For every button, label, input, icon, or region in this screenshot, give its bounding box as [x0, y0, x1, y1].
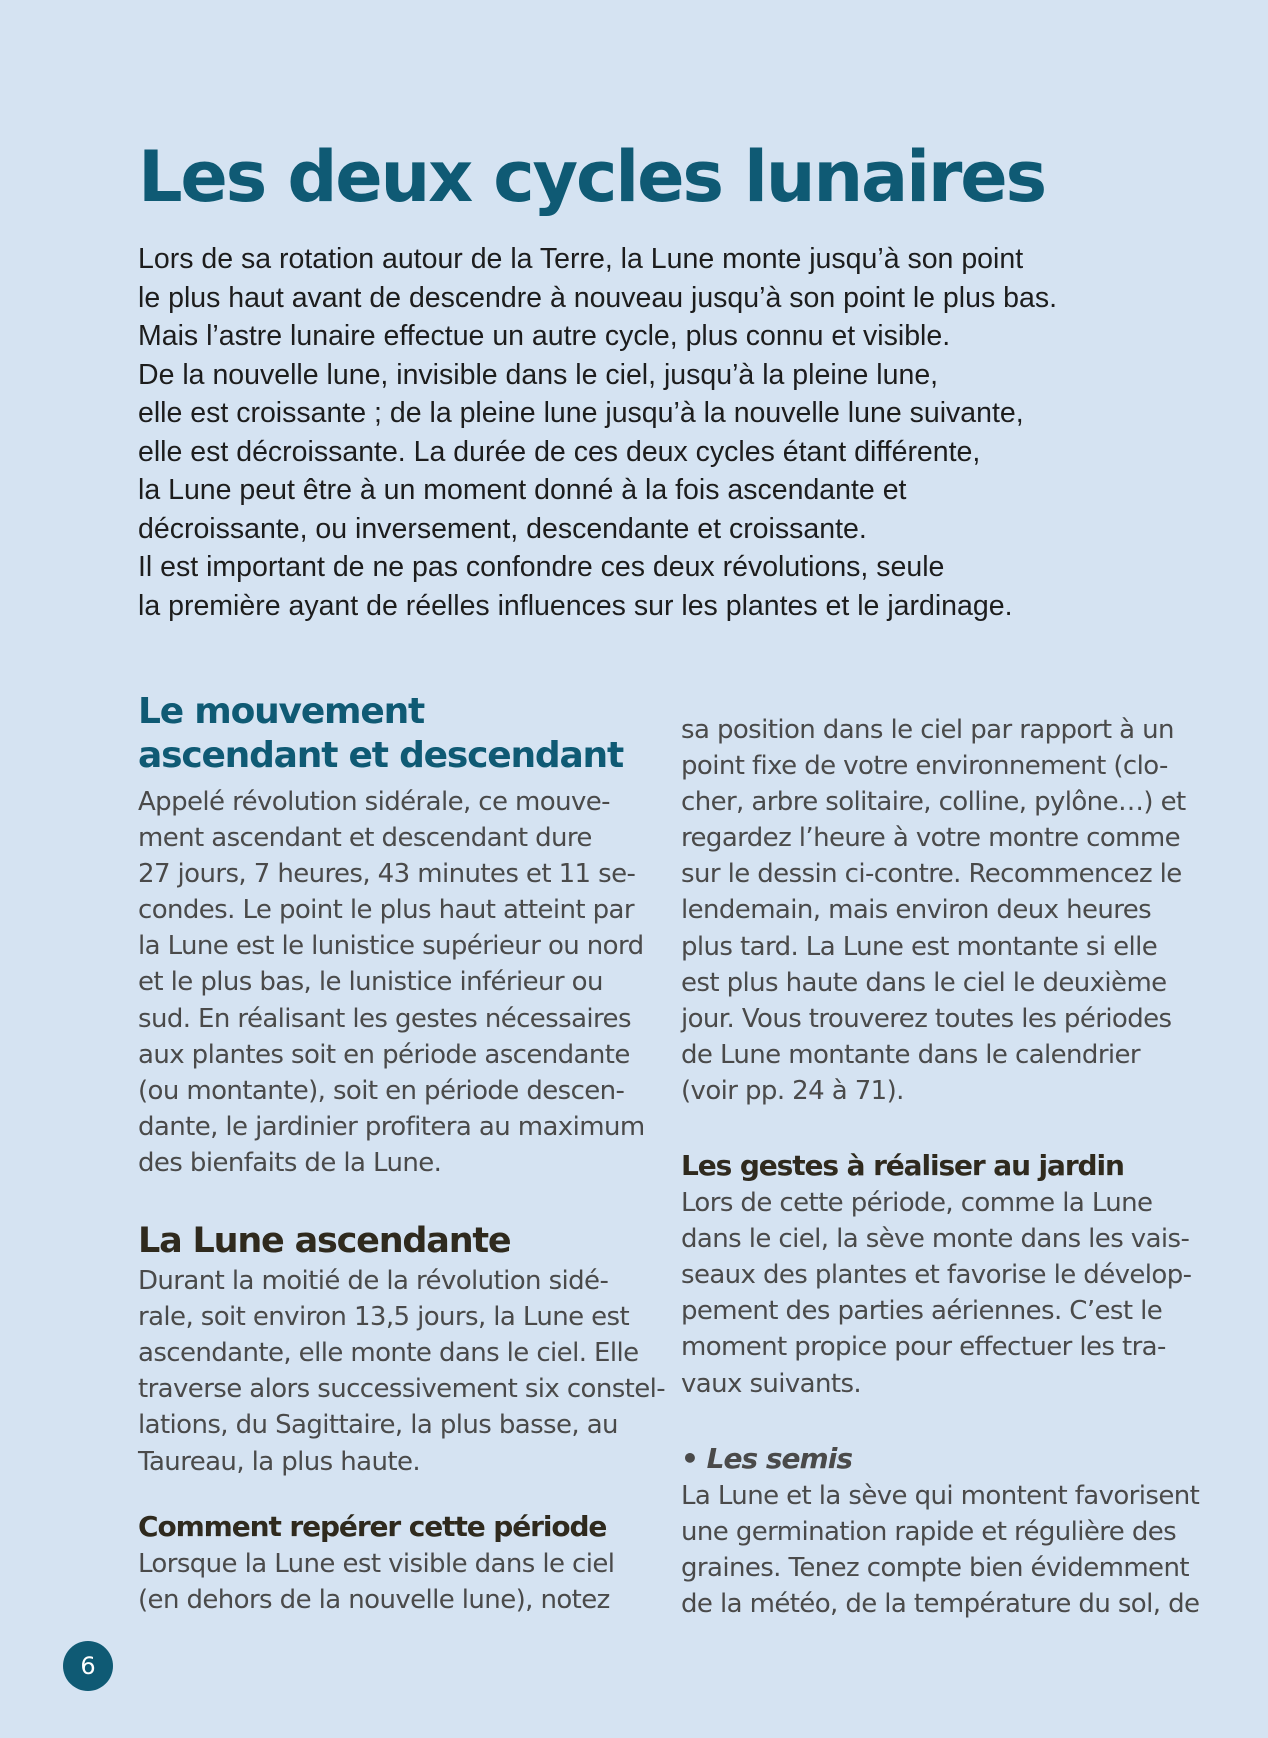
body-line: est plus haute dans le ciel le deuxième [681, 967, 1167, 998]
intro-line: Il est important de ne pas confondre ces deux révolutions, seule [138, 551, 945, 583]
left-column [138, 690, 666, 1618]
body-line: seaux des plantes et favorise le dévelop- [681, 1260, 1192, 1291]
body-line: Lors de cette période, comme la Lune [681, 1188, 1153, 1219]
section-body-semis [681, 1478, 1200, 1622]
body-line: sa position dans le ciel par rapport à un [681, 715, 1174, 745]
section-heading-gestes: Les gestes à réaliser au jardin [681, 1149, 1124, 1183]
body-line: traverse alors successivement six constel- [138, 1374, 666, 1405]
body-line: Appelé révolution sidérale, ce mouve- [138, 787, 610, 817]
section-body-mouvement [138, 784, 645, 1181]
section-heading-semis: • Les semis [681, 1441, 852, 1475]
page-number-badge: 6 [63, 1641, 113, 1691]
body-line: lendemain, mais environ deux heures [681, 895, 1152, 926]
body-line: plus tard. La Lune est montante si elle [681, 931, 1158, 962]
body-line: aux plantes soit en période ascendante [138, 1039, 630, 1070]
body-line: La Lune et la sève qui montent favorisent [681, 1480, 1200, 1511]
body-line: dante, le jardinier profitera au maximum [138, 1111, 645, 1142]
body-line: ment ascendant et descendant dure [138, 823, 592, 854]
section-heading-mouvement [138, 690, 623, 778]
body-line: condes. Le point le plus haut atteint par [138, 895, 634, 926]
section-body-reperer [138, 1546, 615, 1618]
intro-line: la première ayant de réelles influences sur les plantes et le jardinage. [138, 589, 1013, 622]
intro-line: décroissante, ou inversement, descendante et croissante. [138, 512, 867, 545]
intro-line: la Lune peut être à un moment donné à la fois ascendante et [138, 474, 907, 506]
body-line: et le plus bas, le lunistice inférieur ou [138, 967, 603, 998]
body-line: Taureau, la plus haute. [138, 1446, 421, 1477]
body-line: sud. En réalisant les gestes nécessaires [138, 1003, 631, 1034]
body-line: (voir pp. 24 à 71). [681, 1075, 904, 1106]
body-line: la Lune est le lunistice supérieur ou nord [138, 931, 644, 962]
body-line: vaux suivants. [681, 1368, 862, 1399]
intro-line: Mais l’astre lunaire effectue un autre cycle, plus connu et visible. [138, 320, 951, 352]
body-line: jour. Vous trouverez toutes les périodes [681, 1003, 1172, 1034]
intro-line: elle est décroissante. La durée de ces deux cycles étant différente, [138, 435, 981, 468]
body-line: dans le ciel, la sève monte dans les vais- [681, 1224, 1190, 1255]
body-line: ascendante, elle monte dans le ciel. Elle [138, 1338, 639, 1369]
body-line: 27 jours, 7 heures, 43 minutes et 11 se- [138, 859, 636, 890]
intro-paragraph [138, 240, 1158, 625]
body-line: Lorsque la Lune est visible dans le ciel [138, 1548, 615, 1579]
body-line: graines. Tenez compte bien évidemment [681, 1552, 1189, 1583]
section-heading-lune-ascendante: La Lune ascendante [138, 1221, 511, 1262]
body-line: point fixe de votre environnement (clo- [681, 751, 1168, 782]
right-column [681, 712, 1200, 1622]
heading-line: ascendant et descendant [138, 735, 623, 776]
body-line: cher, arbre solitaire, colline, pylône…) et [681, 787, 1186, 818]
body-line: moment propice pour effectuer les tra- [681, 1332, 1166, 1363]
section-heading-reperer: Comment repérer cette période [138, 1509, 607, 1543]
body-line: de la météo, de la température du sol, de [681, 1588, 1200, 1619]
heading-line: Le mouvement [138, 691, 425, 732]
body-line: une germination rapide et régulière des [681, 1516, 1177, 1547]
body-line: regardez l’heure à votre montre comme [681, 823, 1181, 854]
body-line: de Lune montante dans le calendrier [681, 1039, 1141, 1070]
section-body-gestes [681, 1185, 1192, 1402]
page-title: Les deux cycles lunaires [138, 136, 1045, 218]
body-line: (en dehors de la nouvelle lune), notez [138, 1584, 610, 1615]
body-line: sur le dessin ci-contre. Recommencez le [681, 859, 1182, 890]
section-body-lune-ascendante [138, 1263, 666, 1480]
body-line: rale, soit environ 13,5 jours, la Lune est [138, 1302, 630, 1333]
body-line: pement des parties aériennes. C’est le [681, 1296, 1163, 1327]
intro-line: le plus haut avant de descendre à nouveau jusqu’à son point le plus bas. [138, 281, 1057, 314]
body-line: Durant la moitié de la révolution sidé- [138, 1266, 609, 1297]
section-body-reperer-continued [681, 712, 1186, 1109]
intro-line: Lors de sa rotation autour de la Terre, la Lune monte jusqu’à son point [138, 243, 1024, 275]
intro-line: elle est croissante ; de la pleine lune jusqu’à la nouvelle lune suivante, [138, 397, 1024, 429]
intro-line: De la nouvelle lune, invisible dans le ciel, jusqu’à la pleine lune, [138, 358, 939, 391]
body-line: lations, du Sagittaire, la plus basse, au [138, 1410, 618, 1441]
body-line: (ou montante), soit en période descen- [138, 1075, 625, 1106]
body-line: des bienfaits de la Lune. [138, 1147, 442, 1178]
